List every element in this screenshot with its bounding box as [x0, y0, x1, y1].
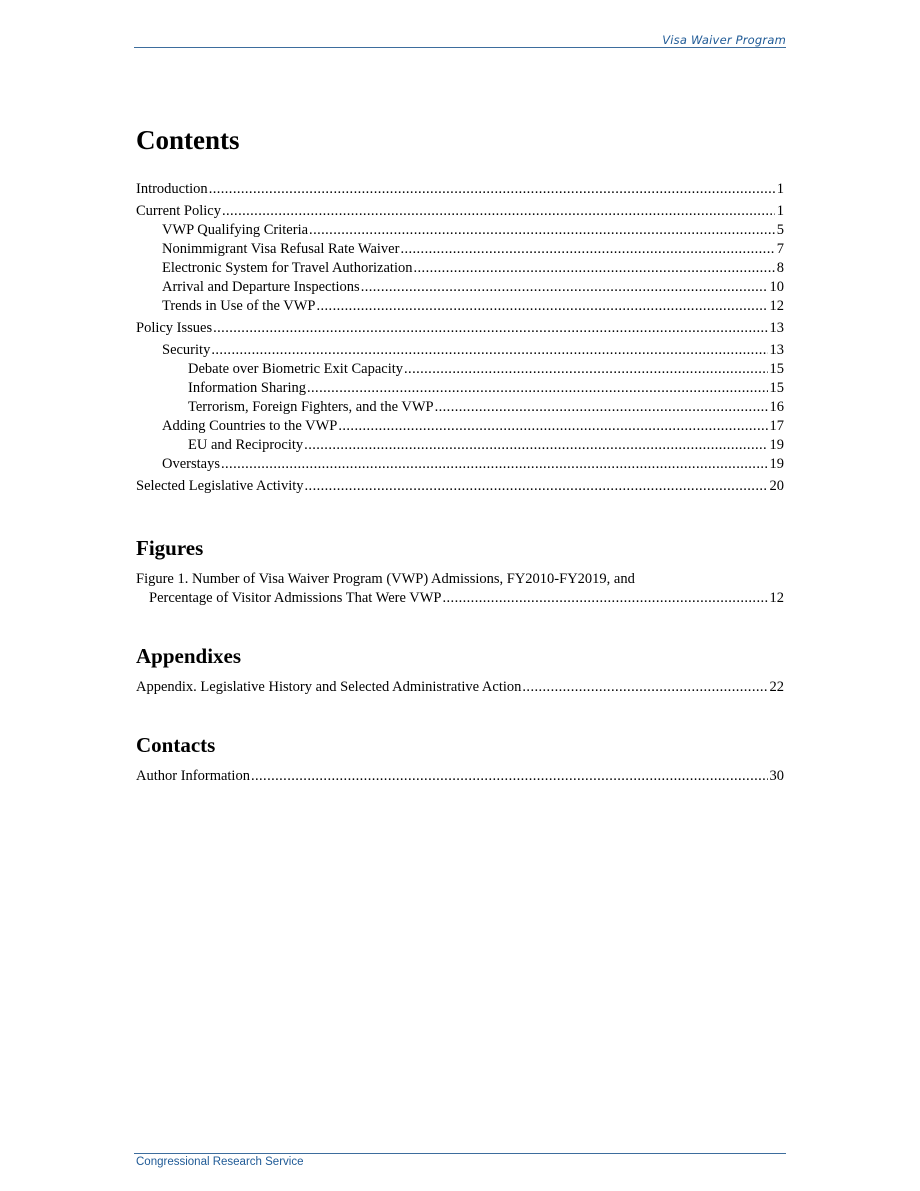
running-header: Visa Waiver Program — [662, 33, 786, 47]
dot-leader — [404, 360, 767, 379]
toc-entry-label: Electronic System for Travel Authorization — [162, 260, 413, 276]
contents-list — [136, 180, 784, 496]
running-footer: Congressional Research Service — [136, 1156, 304, 1168]
toc-entry[interactable] — [136, 398, 784, 417]
dot-leader — [211, 341, 767, 360]
toc-entry-label: Author Information — [136, 768, 250, 784]
toc-entry-page: 8 — [776, 260, 784, 276]
contents-heading: Contents — [136, 125, 240, 155]
dot-leader — [414, 259, 775, 278]
figures-heading: Figures — [136, 536, 204, 560]
toc-entry[interactable] — [136, 278, 784, 297]
dot-leader — [435, 398, 768, 417]
table-of-contents — [136, 120, 784, 786]
toc-entry-label: Information Sharing — [188, 380, 306, 396]
dot-leader — [443, 589, 768, 608]
toc-entry-page: 13 — [769, 342, 784, 358]
toc-entry-label: Introduction — [136, 181, 208, 197]
toc-entry-page: 13 — [769, 320, 784, 336]
toc-entry-label: Security — [162, 342, 211, 358]
toc-entry-label: Appendix. Legislative History and Selected Administrative Action — [136, 679, 522, 695]
toc-entry-page: 5 — [776, 222, 784, 238]
toc-entry[interactable] — [136, 259, 784, 278]
toc-entry[interactable] — [136, 417, 784, 436]
toc-entry[interactable] — [136, 767, 784, 786]
header-divider — [134, 47, 786, 48]
toc-entry-page: 15 — [769, 380, 784, 396]
toc-entry-page: 12 — [769, 298, 784, 314]
appendixes-list — [136, 678, 784, 697]
dot-leader — [209, 180, 775, 199]
dot-leader — [309, 221, 775, 240]
toc-entry[interactable] — [136, 221, 784, 240]
dot-leader — [213, 319, 767, 338]
figure-entry-line2: Percentage of Visitor Admissions That Were VWP — [149, 590, 442, 606]
toc-entry[interactable] — [136, 477, 784, 496]
toc-entry-page: 1 — [776, 203, 784, 219]
toc-entry-label: Terrorism, Foreign Fighters, and the VWP — [188, 399, 434, 415]
toc-entry[interactable] — [136, 240, 784, 259]
toc-entry-page: 22 — [769, 679, 784, 695]
dot-leader — [305, 477, 768, 496]
spacer — [136, 697, 784, 731]
toc-entry-page: 7 — [776, 241, 784, 257]
toc-entry-label: Policy Issues — [136, 320, 213, 336]
figure-entry-line1[interactable]: Figure 1. Number of Visa Waiver Program (VWP) Admissions, FY2010-FY2019, and — [136, 571, 635, 587]
toc-entry-page: 16 — [769, 399, 784, 415]
toc-entry[interactable] — [136, 379, 784, 398]
dot-leader — [338, 417, 767, 436]
toc-entry-page: 15 — [769, 361, 784, 377]
toc-entry-page: 12 — [769, 590, 784, 606]
dot-leader — [522, 678, 767, 697]
appendixes-heading: Appendixes — [136, 644, 242, 668]
dot-leader — [221, 455, 768, 474]
toc-entry-page: 19 — [769, 437, 784, 453]
spacer — [136, 496, 784, 534]
toc-entry-label: Nonimmigrant Visa Refusal Rate Waiver — [162, 241, 400, 257]
toc-entry-page: 20 — [769, 478, 784, 494]
toc-entry[interactable] — [136, 341, 784, 360]
toc-entry[interactable] — [136, 589, 784, 608]
dot-leader — [316, 297, 767, 316]
dot-leader — [304, 436, 767, 455]
toc-entry[interactable] — [136, 319, 784, 338]
toc-entry-label: Debate over Biometric Exit Capacity — [188, 361, 404, 377]
toc-entry-label: VWP Qualifying Criteria — [162, 222, 309, 238]
figures-list — [136, 570, 784, 608]
toc-entry[interactable] — [136, 360, 784, 379]
toc-entry-label: Overstays — [162, 456, 220, 472]
toc-entry-label: Adding Countries to the VWP — [162, 418, 338, 434]
toc-entry-page: 19 — [769, 456, 784, 472]
toc-entry-label: Trends in Use of the VWP — [162, 298, 316, 314]
spacer — [136, 608, 784, 642]
dot-leader — [361, 278, 768, 297]
toc-entry-label: Selected Legislative Activity — [136, 478, 304, 494]
toc-entry[interactable] — [136, 455, 784, 474]
toc-entry[interactable] — [136, 297, 784, 316]
toc-entry[interactable] — [136, 436, 784, 455]
toc-entry-page: 10 — [769, 279, 784, 295]
contacts-list — [136, 767, 784, 786]
dot-leader — [400, 240, 774, 259]
toc-entry[interactable] — [136, 678, 784, 697]
footer-divider — [134, 1153, 786, 1154]
toc-entry-label: EU and Reciprocity — [188, 437, 304, 453]
dot-leader — [251, 767, 768, 786]
dot-leader — [222, 202, 775, 221]
toc-entry-page: 17 — [769, 418, 784, 434]
toc-entry-page: 30 — [769, 768, 784, 784]
toc-entry[interactable] — [136, 180, 784, 199]
toc-entry-label: Arrival and Departure Inspections — [162, 279, 360, 295]
toc-entry-label: Current Policy — [136, 203, 221, 219]
toc-entry-page: 1 — [776, 181, 784, 197]
toc-entry[interactable] — [136, 202, 784, 221]
contacts-heading: Contacts — [136, 733, 216, 757]
dot-leader — [307, 379, 768, 398]
